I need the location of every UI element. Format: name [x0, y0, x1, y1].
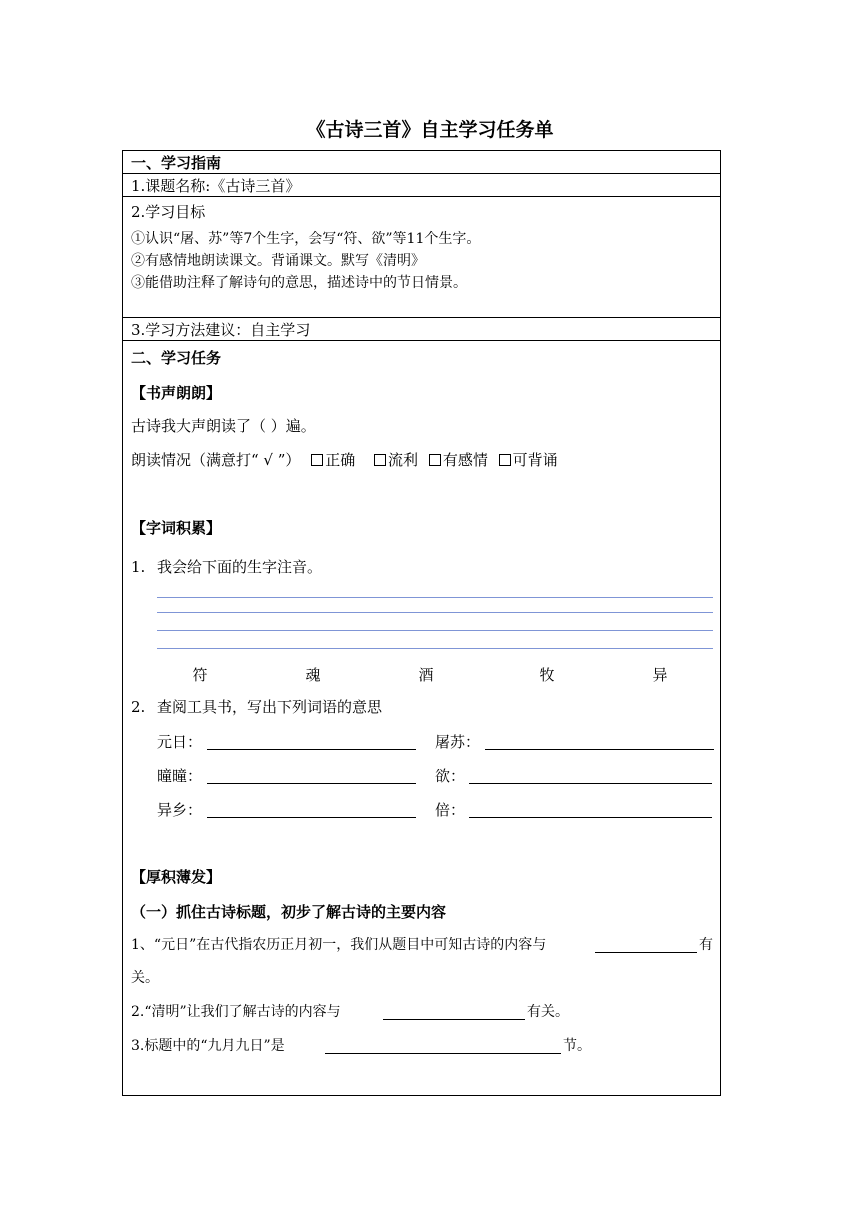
answer-line-q3[interactable] [325, 1053, 561, 1054]
answer-line-tongtong[interactable] [207, 783, 416, 784]
option-recite: 可背诵 [512, 451, 558, 469]
answer-line-yuanri[interactable] [207, 749, 416, 750]
answer-line-yixiang[interactable] [207, 817, 416, 818]
words-q2-number: 2. [131, 698, 146, 716]
row-divider [123, 340, 720, 341]
option-correct: 正确 [325, 451, 356, 469]
reading-heading: 【书声朗朗】 [131, 384, 222, 402]
pinyin-line [157, 597, 713, 598]
deep-q2: 2.“清明”让我们了解古诗的内容与 [131, 1004, 341, 1020]
term-label: 元日： [157, 733, 203, 751]
character-yi: 异 [652, 666, 668, 684]
words-q1-text: 我会给下面的生字注音。 [157, 558, 323, 576]
page-title: 《古诗三首》自主学习任务单 [306, 119, 554, 141]
answer-line-tusu[interactable] [485, 749, 714, 750]
option-emotion: 有感情 [442, 451, 488, 469]
row-divider [123, 173, 720, 174]
term-label: 异乡： [157, 801, 203, 819]
character-jiu: 酒 [418, 666, 434, 684]
section2-header: 二、学习任务 [131, 349, 222, 367]
row-divider [123, 317, 720, 318]
term-label: 欲： [435, 767, 466, 785]
character-hun: 魂 [305, 666, 321, 684]
answer-line-bei[interactable] [469, 817, 712, 818]
goal-item: ①认识“屠、苏”等7个生字，会写“符、欲”等11个生字。 [131, 231, 481, 247]
term-label: 屠苏： [435, 733, 481, 751]
deep-q2-end: 有关。 [527, 1004, 569, 1020]
pinyin-line [157, 648, 713, 649]
reading-status-label: 朗读情况（满意打“ √ ”） [131, 451, 301, 469]
row-divider [123, 196, 720, 197]
section1-header: 一、学习指南 [131, 154, 222, 172]
deep-q1-wrap: 关。 [131, 970, 159, 986]
deep-subheading: （一）抓住古诗标题，初步了解古诗的主要内容 [131, 903, 447, 921]
goal-item: ②有感情地朗读课文。背诵课文。默写《清明》 [131, 253, 425, 269]
topic-name: 1.课题名称:《古诗三首》 [131, 177, 301, 195]
answer-line-yu[interactable] [469, 783, 712, 784]
answer-line-q1[interactable] [595, 952, 697, 953]
checkbox-correct[interactable] [311, 454, 323, 466]
term-label: 倍： [435, 801, 466, 819]
deep-q1-end: 有 [699, 937, 713, 953]
goals-title: 2.学习目标 [131, 203, 206, 221]
method-suggestion: 3.学习方法建议：自主学习 [131, 321, 311, 339]
checkbox-recite[interactable] [499, 454, 511, 466]
answer-line-q2[interactable] [383, 1019, 525, 1020]
goal-item: ③能借助注释了解诗句的意思，描述诗中的节日情景。 [131, 275, 467, 291]
reading-status-line [131, 450, 558, 470]
option-fluent: 流利 [388, 451, 419, 469]
words-q1-number: 1. [131, 558, 146, 576]
checkbox-fluent[interactable] [374, 454, 386, 466]
words-q2-text: 查阅工具书，写出下列词语的意思 [157, 698, 383, 716]
words-heading: 【字词积累】 [131, 519, 222, 537]
checkbox-emotion[interactable] [429, 454, 441, 466]
reading-count-line: 古诗我大声朗读了（ ）遍。 [131, 417, 316, 435]
deep-heading: 【厚积薄发】 [131, 868, 222, 886]
pinyin-line [157, 612, 713, 613]
deep-q3: 3.标题中的“九月九日”是 [131, 1038, 285, 1054]
task-sheet-table [122, 150, 721, 1096]
pinyin-line [157, 630, 713, 631]
term-label: 曈曈： [157, 767, 203, 785]
deep-q3-end: 节。 [563, 1038, 591, 1054]
character-fu: 符 [192, 666, 208, 684]
deep-q1: 1、“元日”在古代指农历正月初一，我们从题目中可知古诗的内容与 [131, 937, 547, 953]
character-mu: 牧 [539, 666, 555, 684]
